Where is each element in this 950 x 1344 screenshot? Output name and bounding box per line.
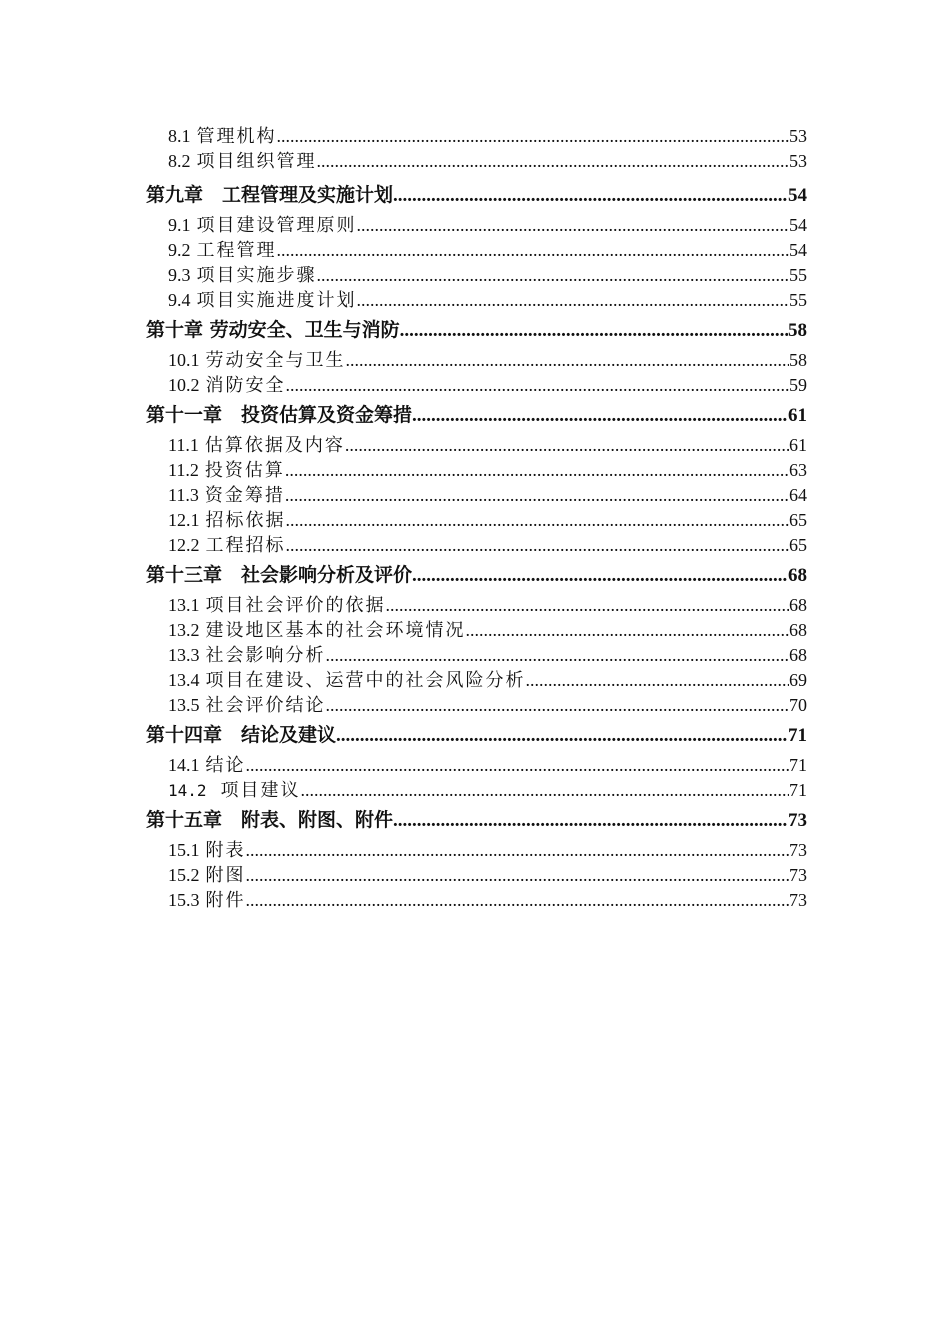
toc-dot-leader — [246, 838, 790, 863]
toc-chapter-page: 71 — [788, 725, 807, 746]
toc-chapter-page: 58 — [788, 320, 807, 341]
toc-entry-number: 11.3 — [168, 485, 199, 505]
toc-chapter-page: 73 — [788, 810, 807, 831]
toc-chapter-page: 54 — [788, 185, 807, 206]
toc-entry-title: 建设地区基本的社会环境情况 — [205, 620, 466, 641]
toc-entry-title: 附件 — [205, 890, 246, 911]
toc-dot-leader — [526, 668, 790, 693]
toc-entry[interactable] — [146, 533, 807, 558]
toc-entry-title: 项目实施进度计划 — [196, 290, 357, 311]
toc-dot-leader — [400, 314, 788, 347]
toc-entry-page: 70 — [789, 695, 807, 715]
toc-entry-number: 15.3 — [168, 890, 200, 910]
toc-entry[interactable] — [146, 458, 807, 483]
toc-entry-title: 附图 — [205, 865, 246, 886]
toc-entry-title: 投资估算 — [204, 460, 285, 481]
toc-dot-leader — [317, 263, 790, 288]
toc-entry-title: 社会影响分析 — [205, 645, 326, 666]
toc-entry-page: 64 — [789, 485, 807, 505]
toc-dot-leader — [336, 719, 788, 752]
toc-entry-title: 项目建议 — [220, 780, 301, 801]
toc-entry[interactable] — [146, 643, 807, 668]
toc-chapter-entry[interactable] — [146, 398, 807, 432]
toc-chapter-entry[interactable] — [146, 178, 807, 212]
toc-entry-number: 10.1 — [168, 350, 200, 370]
toc-entry[interactable] — [146, 373, 807, 398]
toc-entry[interactable] — [146, 618, 807, 643]
toc-entry-page: 73 — [789, 890, 807, 910]
toc-dot-leader — [357, 213, 790, 238]
toc-entry-page: 71 — [789, 780, 807, 800]
toc-entry-number: 13.2 — [168, 620, 200, 640]
toc-entry-title: 项目组织管理 — [196, 151, 317, 172]
toc-chapter-entry[interactable] — [146, 558, 807, 592]
toc-entry-page: 69 — [789, 670, 807, 690]
toc-chapter-page: 68 — [788, 565, 807, 586]
toc-entry-page: 54 — [789, 240, 807, 260]
toc-dot-leader — [393, 804, 788, 837]
toc-dot-leader — [285, 483, 789, 508]
toc-entry[interactable] — [146, 863, 807, 888]
toc-entry[interactable] — [146, 149, 807, 174]
toc-entry-number: 9.1 — [168, 215, 191, 235]
toc-chapter-title: 第十五章 附表、附图、附件 — [146, 809, 394, 831]
toc-entry[interactable] — [146, 778, 807, 803]
toc-entry-number: 13.5 — [168, 695, 200, 715]
toc-entry-number: 11.1 — [168, 435, 199, 455]
toc-dot-leader — [246, 753, 790, 778]
toc-entry-number: 15.2 — [168, 865, 200, 885]
toc-entry-number: 14.1 — [168, 755, 200, 775]
toc-entry-number: 14.2 — [168, 781, 207, 800]
toc-dot-leader — [386, 593, 790, 618]
toc-entry[interactable] — [146, 288, 807, 313]
toc-entry[interactable] — [146, 668, 807, 693]
toc-entry-title: 项目在建设、运营中的社会风险分析 — [205, 670, 526, 691]
toc-entry[interactable] — [146, 753, 807, 778]
toc-dot-leader — [246, 863, 790, 888]
toc-entry-page: 53 — [789, 126, 807, 146]
toc-chapter-entry[interactable] — [146, 313, 807, 347]
toc-chapter-title: 第十三章 社会影响分析及评价 — [146, 564, 413, 586]
toc-entry-page: 68 — [789, 595, 807, 615]
toc-entry-number: 9.3 — [168, 265, 191, 285]
toc-dot-leader — [346, 348, 790, 373]
toc-entry-title: 资金筹措 — [204, 485, 285, 506]
toc-entry[interactable] — [146, 124, 807, 149]
toc-chapter-entry[interactable] — [146, 803, 807, 837]
toc-entry-number: 13.1 — [168, 595, 200, 615]
toc-chapter-title: 第九章 工程管理及实施计划 — [146, 184, 394, 206]
toc-dot-leader — [286, 533, 790, 558]
toc-entry-title: 管理机构 — [196, 126, 277, 147]
toc-dot-leader — [301, 778, 789, 803]
toc-entry-number: 8.1 — [168, 126, 191, 146]
toc-entry-page: 55 — [789, 290, 807, 310]
toc-chapter-title: 第十一章 投资估算及资金筹措 — [146, 404, 413, 426]
toc-entry-title: 项目实施步骤 — [196, 265, 317, 286]
toc-entry-title: 劳动安全与卫生 — [205, 350, 346, 371]
toc-entry-title: 项目社会评价的依据 — [205, 595, 386, 616]
toc-entry-number: 9.2 — [168, 240, 191, 260]
toc-entry[interactable] — [146, 263, 807, 288]
toc-entry[interactable] — [146, 433, 807, 458]
toc-entry-number: 8.2 — [168, 151, 191, 171]
toc-entry-number: 11.2 — [168, 460, 199, 480]
toc-chapter-entry[interactable] — [146, 718, 807, 752]
toc-dot-leader — [412, 399, 788, 432]
toc-entry-title: 社会评价结论 — [205, 695, 326, 716]
toc-entry-title: 估算依据及内容 — [204, 435, 345, 456]
toc-dot-leader — [345, 433, 789, 458]
toc-entry-page: 54 — [789, 215, 807, 235]
toc-entry-number: 13.4 — [168, 670, 200, 690]
toc-entry[interactable] — [146, 348, 807, 373]
toc-chapter-page: 61 — [788, 405, 807, 426]
toc-entry-page: 71 — [789, 755, 807, 775]
table-of-contents — [146, 124, 807, 913]
toc-entry-page: 58 — [789, 350, 807, 370]
toc-dot-leader — [326, 643, 790, 668]
toc-entry-title: 工程管理 — [196, 240, 277, 261]
toc-dot-leader — [412, 559, 788, 592]
toc-dot-leader — [466, 618, 790, 643]
toc-entry-page: 73 — [789, 865, 807, 885]
toc-dot-leader — [277, 124, 790, 149]
toc-entry-title: 工程招标 — [205, 535, 286, 556]
toc-entry-page: 68 — [789, 620, 807, 640]
toc-dot-leader — [326, 693, 790, 718]
toc-dot-leader — [286, 373, 790, 398]
toc-entry-page: 53 — [789, 151, 807, 171]
toc-entry-page: 55 — [789, 265, 807, 285]
toc-chapter-title: 第十章 劳动安全、卫生与消防 — [146, 319, 400, 341]
toc-entry-title: 结论 — [205, 755, 246, 776]
toc-entry-page: 59 — [789, 375, 807, 395]
toc-entry[interactable] — [146, 693, 807, 718]
toc-entry[interactable] — [146, 838, 807, 863]
toc-entry-page: 63 — [789, 460, 807, 480]
toc-entry-title: 消防安全 — [205, 375, 286, 396]
toc-entry-title: 项目建设管理原则 — [196, 215, 357, 236]
toc-dot-leader — [277, 238, 790, 263]
toc-entry[interactable] — [146, 593, 807, 618]
toc-entry-number: 12.2 — [168, 535, 200, 555]
toc-dot-leader — [246, 888, 790, 913]
toc-entry-number: 13.3 — [168, 645, 200, 665]
toc-entry[interactable] — [146, 483, 807, 508]
toc-entry-page: 65 — [789, 510, 807, 530]
toc-dot-leader — [357, 288, 790, 313]
toc-entry-number: 9.4 — [168, 290, 191, 310]
toc-entry[interactable] — [146, 213, 807, 238]
toc-entry[interactable] — [146, 888, 807, 913]
toc-entry-page: 65 — [789, 535, 807, 555]
toc-entry[interactable] — [146, 508, 807, 533]
toc-entry[interactable] — [146, 238, 807, 263]
toc-chapter-title: 第十四章 结论及建议 — [146, 724, 337, 746]
toc-dot-leader — [286, 508, 790, 533]
toc-entry-title: 附表 — [205, 840, 246, 861]
toc-entry-page: 73 — [789, 840, 807, 860]
toc-entry-number: 10.2 — [168, 375, 200, 395]
toc-entry-page: 61 — [789, 435, 807, 455]
toc-dot-leader — [285, 458, 789, 483]
toc-entry-title: 招标依据 — [205, 510, 286, 531]
toc-entry-number: 12.1 — [168, 510, 200, 530]
toc-dot-leader — [317, 149, 790, 174]
toc-entry-number: 15.1 — [168, 840, 200, 860]
toc-dot-leader — [393, 179, 788, 212]
toc-entry-page: 68 — [789, 645, 807, 665]
